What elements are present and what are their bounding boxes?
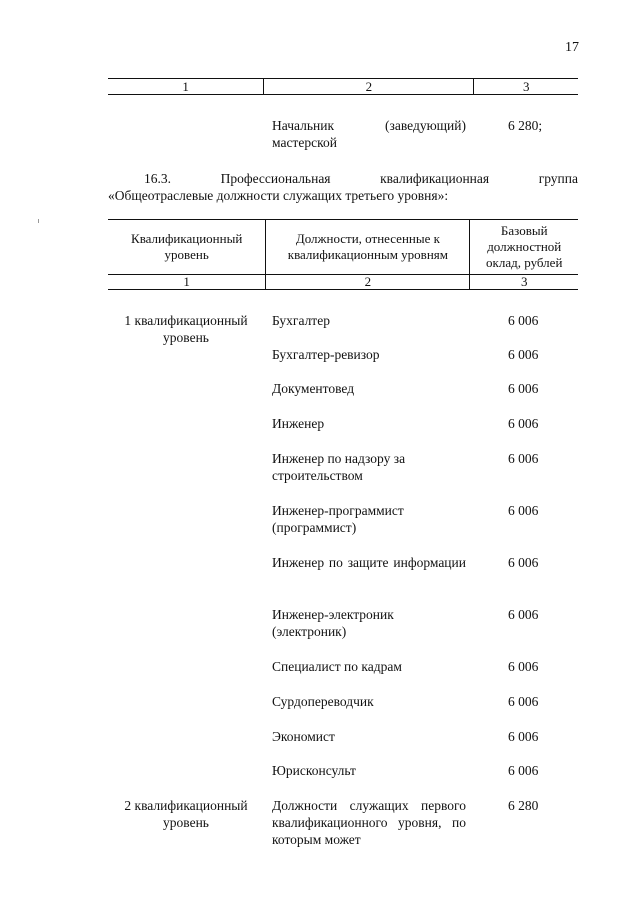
section-word-3: квалификационная <box>380 171 490 186</box>
position-salary: 6 006 <box>508 451 539 466</box>
position-name: Экономист <box>272 729 335 744</box>
position-name: Должности служащих первого квалификационного уровня, по которым может <box>272 798 466 847</box>
position-name: Инженер <box>272 416 325 431</box>
position-name: Бухгалтер-ревизор <box>272 347 380 362</box>
main-table-header <box>108 219 578 290</box>
continuation-salary: 6 280; <box>508 118 543 133</box>
position-name: Юрисконсульт <box>272 763 356 778</box>
position-salary: 6 006 <box>508 381 539 396</box>
margin-mark <box>38 219 39 223</box>
position-salary: 6 006 <box>508 729 539 744</box>
position-salary: 6 006 <box>508 416 539 431</box>
position-salary: 6 006 <box>508 659 539 674</box>
position-salary: 6 006 <box>508 555 539 570</box>
column-number-2: 2 <box>264 79 474 95</box>
position-name: Бухгалтер <box>272 313 330 328</box>
level-2-label: 2 квалификационный уровень <box>124 798 248 830</box>
header-qualification-level: Квалификационный уровень <box>108 220 266 275</box>
position-salary: 6 006 <box>508 607 539 622</box>
position-salary: 6 006 <box>508 313 539 328</box>
position-name: Инженер-программист (программист) <box>272 503 404 535</box>
level-1-label: 1 квалификационный уровень <box>124 313 248 345</box>
column-number-1: 1 <box>108 79 264 95</box>
header-number-2: 2 <box>266 275 470 290</box>
position-salary: 6 006 <box>508 694 539 709</box>
header-number-3: 3 <box>470 275 578 290</box>
position-salary: 6 006 <box>508 763 539 778</box>
position-name: Специалист по кадрам <box>272 659 402 674</box>
section-word-4: группа <box>538 171 578 186</box>
section-word-1: 16.3. <box>144 171 171 186</box>
section-heading <box>108 170 578 204</box>
header-number-1: 1 <box>108 275 266 290</box>
header-base-salary: Базовый должностной оклад, рублей <box>470 220 578 275</box>
position-name: Инженер-электроник (электроник) <box>272 607 394 639</box>
header-positions: Должности, отнесенные к квалификационным уровням <box>266 220 470 275</box>
continuation-table-header <box>108 78 578 95</box>
section-heading-line2: «Общеотраслевые должности служащих третьего уровня»: <box>108 188 449 203</box>
section-word-2: Профессиональная <box>220 171 331 186</box>
position-salary: 6 006 <box>508 503 539 518</box>
position-name: Инженер по надзору за строительством <box>272 451 406 483</box>
continuation-word-2: (заведующий) <box>385 118 466 133</box>
position-name: Сурдопереводчик <box>272 694 374 709</box>
page-number: 17 <box>565 40 579 55</box>
position-name: Инженер по защите информации <box>272 555 466 570</box>
continuation-position-line1 <box>272 117 466 134</box>
position-salary: 6 006 <box>508 347 539 362</box>
position-salary: 6 280 <box>508 798 539 813</box>
continuation-position-line2: мастерской <box>272 135 337 150</box>
continuation-word-1: Начальник <box>272 118 335 133</box>
column-number-3: 3 <box>474 79 578 95</box>
section-heading-line1 <box>108 170 578 187</box>
position-name: Документовед <box>272 381 355 396</box>
